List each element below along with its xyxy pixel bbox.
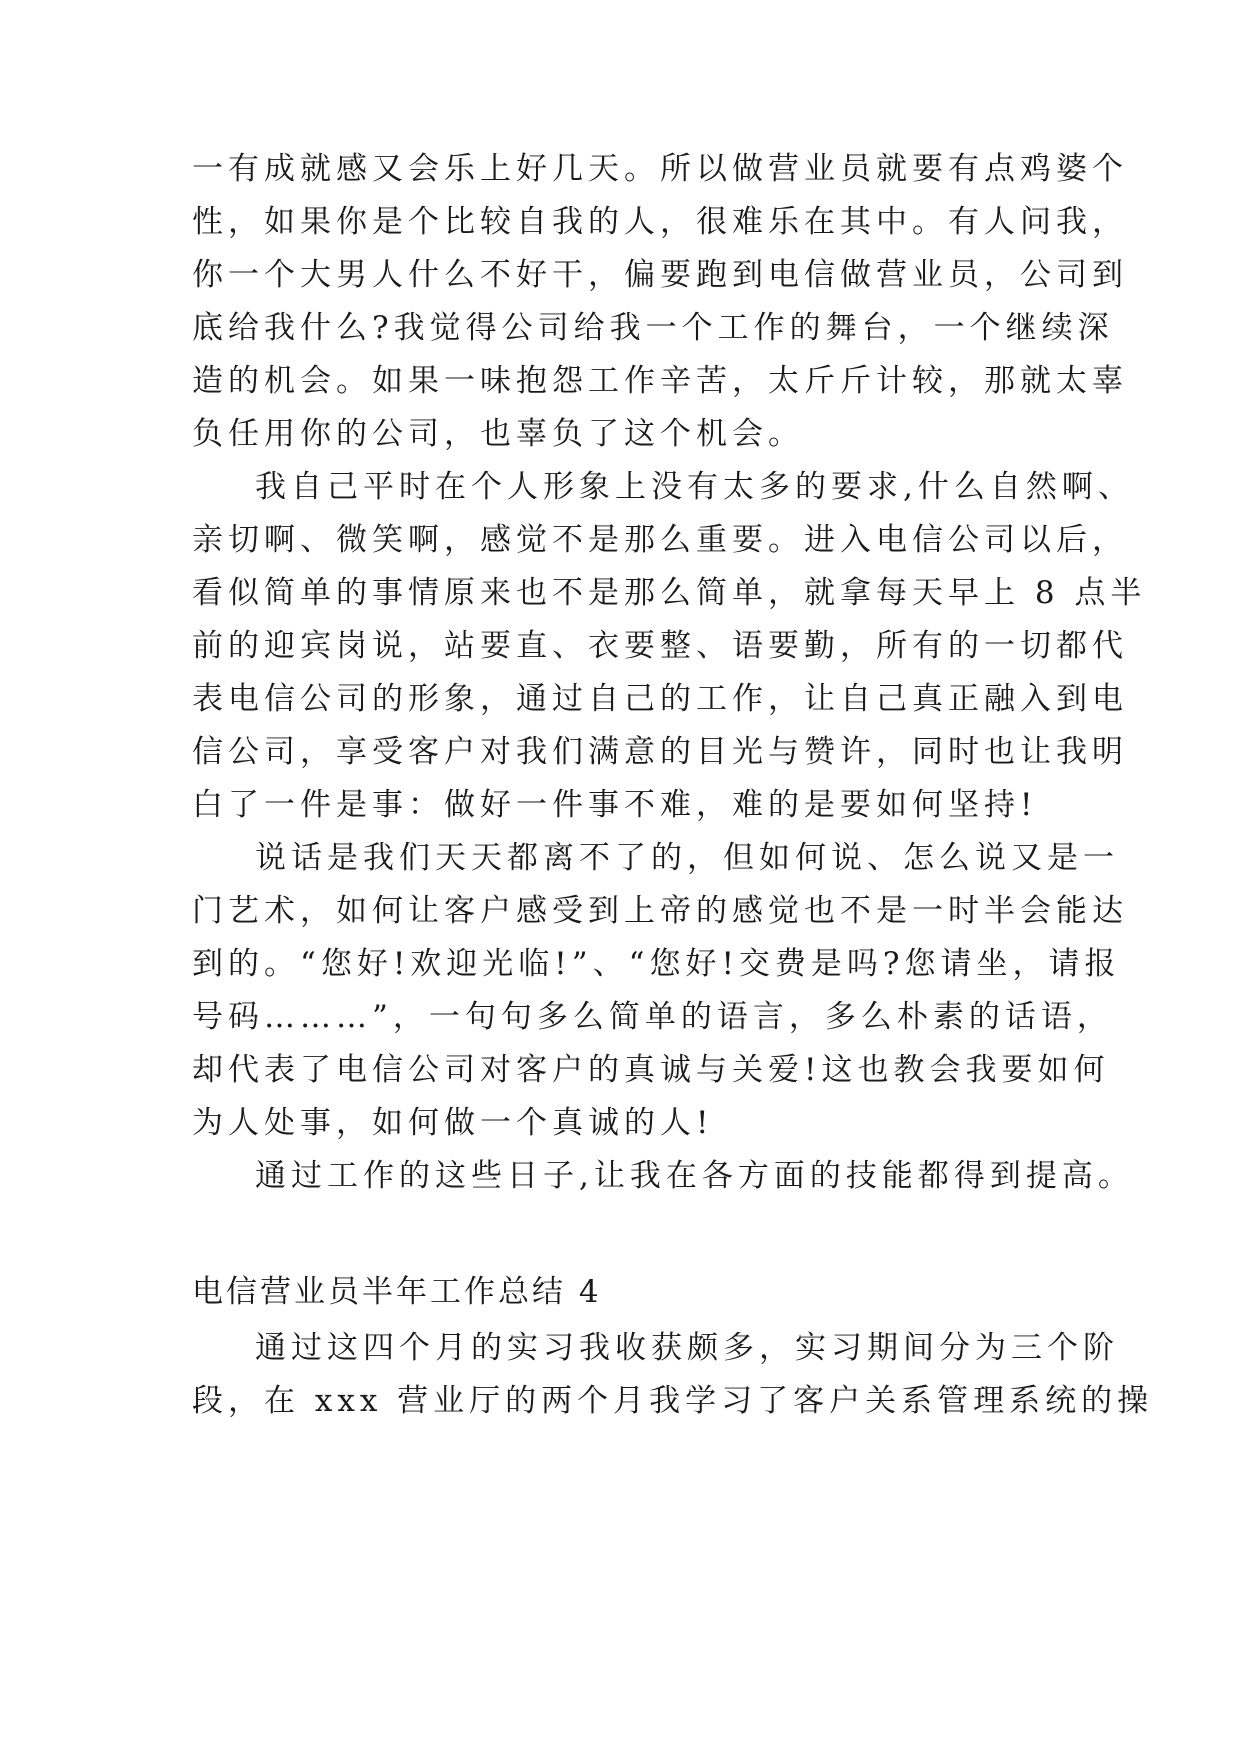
text-line: 前的迎宾岗说，站要直、衣要整、语要勤，所有的一切都代	[192, 628, 1128, 664]
text-line: 性，如果你是个比较自我的人，很难乐在其中。有人问我，	[192, 204, 1128, 240]
text-line: 号码………”，一句句多么简单的语言，多么朴素的话语，	[192, 999, 1113, 1035]
text-line: 说话是我们天天都离不了的，但如何说、怎么说又是一	[255, 840, 1119, 876]
text-line: 一有成就感又会乐上好几天。所以做营业员就要有点鸡婆个	[192, 151, 1128, 187]
text-line: 为人处事，如何做一个真诚的人!	[192, 1105, 714, 1141]
text-line: 通过这四个月的实习我收获颇多，实习期间分为三个阶	[255, 1330, 1119, 1366]
text-line: 门艺术，如何让客户感受到上帝的感觉也不是一时半会能达	[192, 893, 1128, 929]
text-line: 到的。“您好!欢迎光临!”、“您好!交费是吗?您请坐，请报	[192, 946, 1121, 982]
text-line: 我自己平时在个人形象上没有太多的要求,什么自然啊、	[255, 469, 1134, 505]
text-line: 通过工作的这些日子,让我在各方面的技能都得到提高。	[255, 1158, 1134, 1194]
text-line: 白了一件是事：做好一件事不难，难的是要如何坚持!	[192, 787, 1038, 823]
text-line: 段，在 xxx 营业厅的两个月我学习了客户关系管理系统的操	[192, 1383, 1154, 1419]
section-heading: 电信营业员半年工作总结 4	[192, 1274, 602, 1310]
text-line: 看似简单的事情原来也不是那么简单，就拿每天早上 8 点半	[192, 575, 1147, 611]
text-line: 底给我什么?我觉得公司给我一个工作的舞台，一个继续深	[192, 310, 1114, 346]
text-line: 表电信公司的形象，通过自己的工作，让自己真正融入到电	[192, 681, 1128, 717]
text-line: 造的机会。如果一味抱怨工作辛苦，太斤斤计较，那就太辜	[192, 363, 1128, 399]
text-line: 亲切啊、微笑啊，感觉不是那么重要。进入电信公司以后，	[192, 522, 1128, 558]
text-line: 你一个大男人什么不好干，偏要跑到电信做营业员，公司到	[192, 257, 1128, 293]
text-line: 信公司，享受客户对我们满意的目光与赞许，同时也让我明	[192, 734, 1128, 770]
text-line: 负任用你的公司，也辜负了这个机会。	[192, 416, 804, 452]
text-line: 却代表了电信公司对客户的真诚与关爱!这也教会我要如何	[192, 1052, 1110, 1088]
